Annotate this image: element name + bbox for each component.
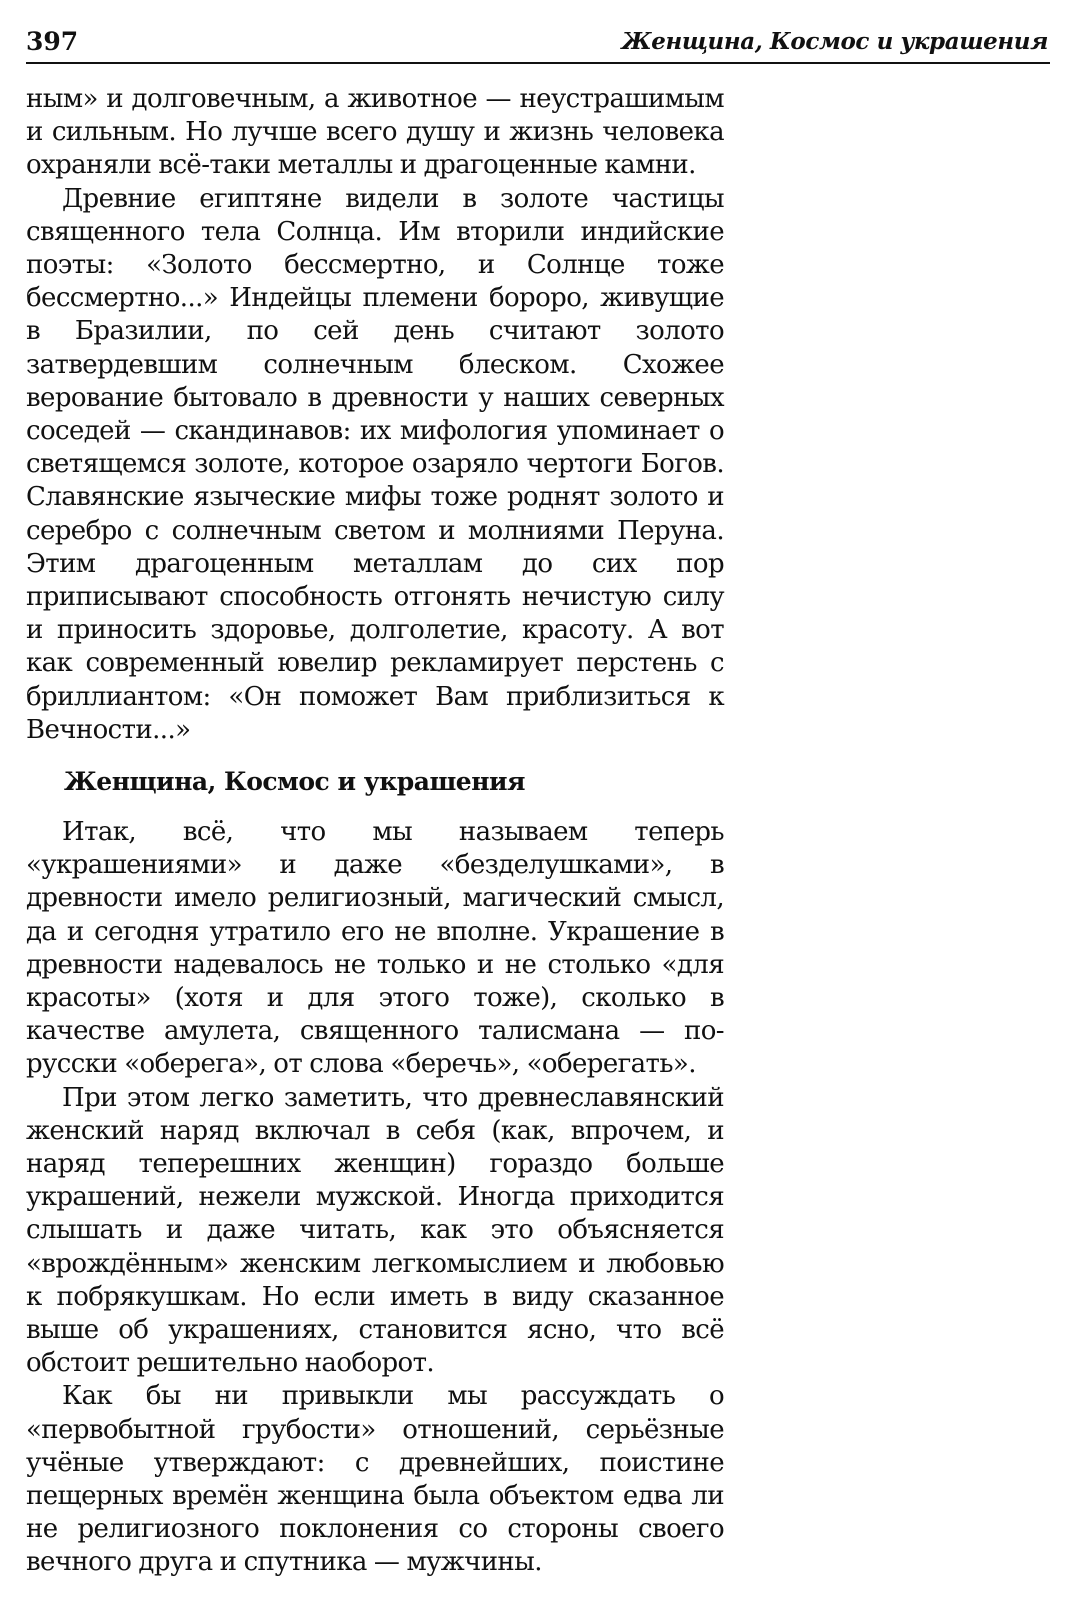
- text-section-1: [26, 83, 724, 747]
- text-section-2: [26, 816, 724, 1580]
- paragraph-continuation: ным» и долговечным, а животное — неустрашимым и сильным. Но лучше всего душу и жизнь человека охраняли всё-таки металлы и драгоценные камни.: [26, 84, 724, 181]
- paragraph-veneration: Как бы ни привыкли мы рассуждать о «первобытной грубости» отношений, серьёзные учёные утверждают: с древнейших, поистине пещерных времён женщина была объектом едва ли не религиозного поклонения со стороны своего вечного друга и спутника — мужчины.: [26, 1381, 724, 1578]
- section-heading: Женщина, Космос и украшения: [64, 767, 526, 796]
- page-number: 397: [26, 27, 79, 56]
- paragraph-womens-attire: При этом легко заметить, что древнеславянский женский наряд включал в себя (как, впрочем, и наряд теперешних женщин) гораздо больше украшений, нежели мужской. Иногда приходится слышать и даже читать, как это объясняется «врождённым» женским легкомыслием и любовью к побрякушкам. Но если иметь в виду сказанное выше об украшениях, становится ясно, что всё обстоит решительно наоборот.: [26, 1082, 724, 1379]
- running-head: Женщина, Космос и украшения: [621, 28, 1048, 55]
- page-header: [26, 22, 1050, 64]
- paragraph-ornaments-meaning: Итак, всё, что мы называем теперь «украшениями» и даже «безделушками», в древности имело религиозный, магический смысл, да и сегодня утратило его не вполне. Украшение в древности надевалось не только и не столько «для красоты» (хотя и для этого тоже), сколько в качестве амулета, священного талисмана — по-русски «оберега», от слова «беречь», «оберегать».: [26, 817, 724, 1080]
- paragraph-gold-myths: Древние египтяне видели в золоте частицы священного тела Солнца. Им вторили индийские поэты: «Золото бессмертно, и Солнце тоже бессмертно...» Индейцы племени бороро, живущие в Бразилии, по сей день считают золото затвердевшим солнечным блеском. Схожее верование бытовало в древности у наших северных соседей — скандинавов: их мифология упоминает о светящемся золоте, которое озаряло чертоги Богов. Славянские языческие мифы тоже роднят золото и серебро с солнечным светом и молниями Перуна. Этим драгоценным металлам до сих пор приписывают способность отгонять нечистую силу и приносить здоровье, долголетие, красоту. А вот как современный ювелир рекламирует перстень с бриллиантом: «Он поможет Вам приблизиться к Вечности...»: [26, 183, 724, 745]
